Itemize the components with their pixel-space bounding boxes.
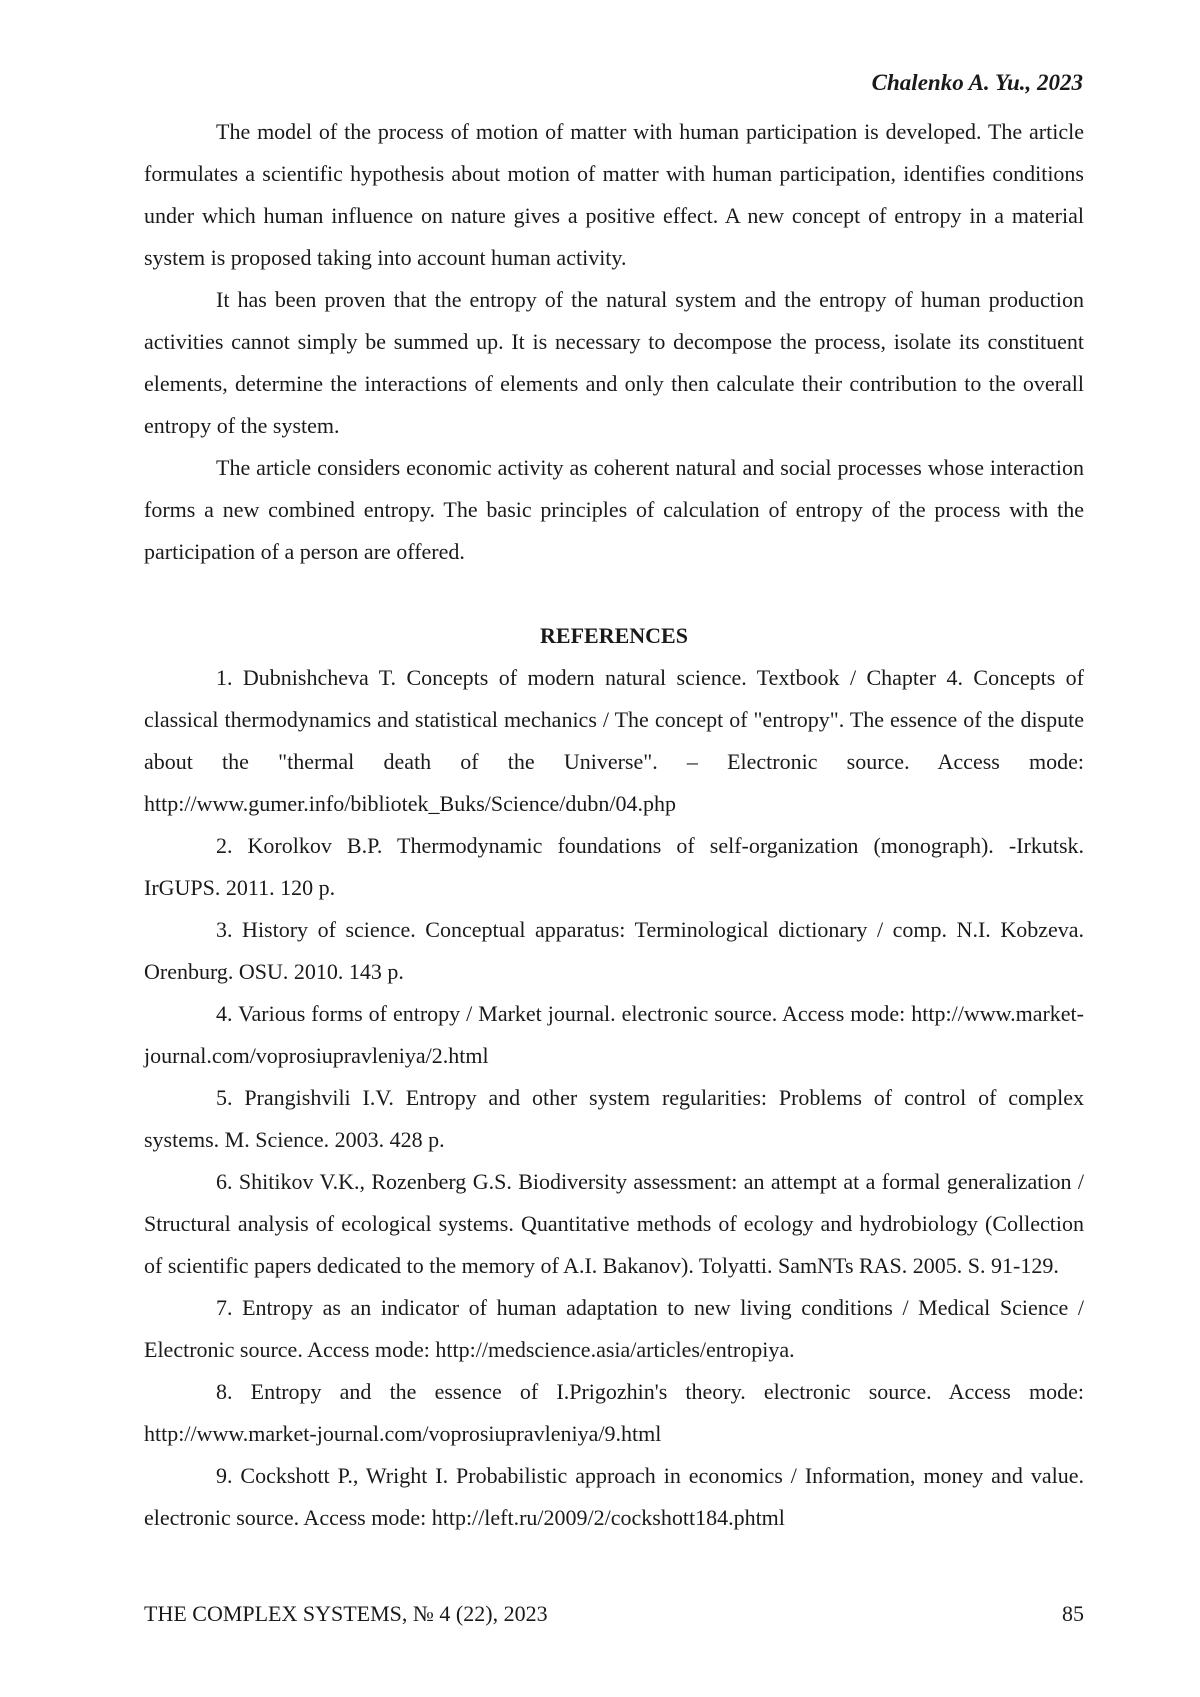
reference-item: 9. Cockshott P., Wright I. Probabilistic approach in economics / Information, money and value. electronic source. Access mode: http://left.ru/2009/2/cockshott184.phtml [144, 1463, 1084, 1530]
body-paragraph: The article considers economic activity as coherent natural and social processes whose interaction forms a new combined entropy. The basic principles of calculation of entropy of the process with the participation of a person are offered. [144, 455, 1084, 564]
reference-item: 1. Dubnishcheva T. Concepts of modern natural science. Textbook / Chapter 4. Concepts of classical thermodynamics and statistical mechanics / The concept of "entropy". The essence of the dispute about the "thermal death of the Universe". – Electronic source. Access mode: http://www.gumer.info/bibliotek_Buks/Science/dubn/04.php [144, 665, 1084, 816]
references-heading: REFERENCES [540, 623, 688, 648]
body-paragraph: It has been proven that the entropy of the natural system and the entropy of human production activities cannot simply be summed up. It is necessary to decompose the process, isolate its constituent elements, determine the interactions of elements and only then calculate their contribution to the overall entropy of the system. [144, 287, 1084, 438]
reference-item: 2. Korolkov B.P. Thermodynamic foundations of self-organization (monograph). -Irkutsk. IrGUPS. 2011. 120 p. [144, 833, 1084, 900]
reference-item: 4. Various forms of entropy / Market journal. electronic source. Access mode: http://www.market-journal.com/voprosiupravleniya/2.html [144, 1001, 1084, 1068]
article-body [144, 111, 1084, 1539]
running-head: Chalenko A. Yu., 2023 [871, 70, 1083, 95]
reference-item: 8. Entropy and the essence of I.Prigozhin's theory. electronic source. Access mode: http://www.market-journal.com/voprosiupravleniya/9.html [144, 1379, 1084, 1446]
reference-item: 5. Prangishvili I.V. Entropy and other system regularities: Problems of control of complex systems. M. Science. 2003. 428 p. [144, 1085, 1084, 1152]
body-paragraph: The model of the process of motion of matter with human participation is developed. The article formulates a scientific hypothesis about motion of matter with human participation, identifies conditions under which human influence on nature gives a positive effect. A new concept of entropy in a material system is proposed taking into account human activity. [144, 119, 1084, 270]
journal-title: THE COMPLEX SYSTEMS, № 4 (22), 2023 [144, 1601, 548, 1626]
references-list [144, 657, 1084, 1539]
reference-item: 7. Entropy as an indicator of human adaptation to new living conditions / Medical Science / Electronic source. Access mode: http://medscience.asia/articles/entropiya. [144, 1295, 1084, 1362]
page-number: 85 [1062, 1601, 1084, 1626]
reference-item: 3. History of science. Conceptual apparatus: Terminological dictionary / comp. N.I. Kobzeva. Orenburg. OSU. 2010. 143 p. [144, 917, 1084, 984]
reference-item: 6. Shitikov V.K., Rozenberg G.S. Biodiversity assessment: an attempt at a formal generalization / Structural analysis of ecological systems. Quantitative methods of ecology and hydrobiology (Collection of scientific papers dedicated to the memory of A.I. Bakanov). Tolyatti. SamNTs RAS. 2005. S. 91-129. [144, 1169, 1084, 1278]
